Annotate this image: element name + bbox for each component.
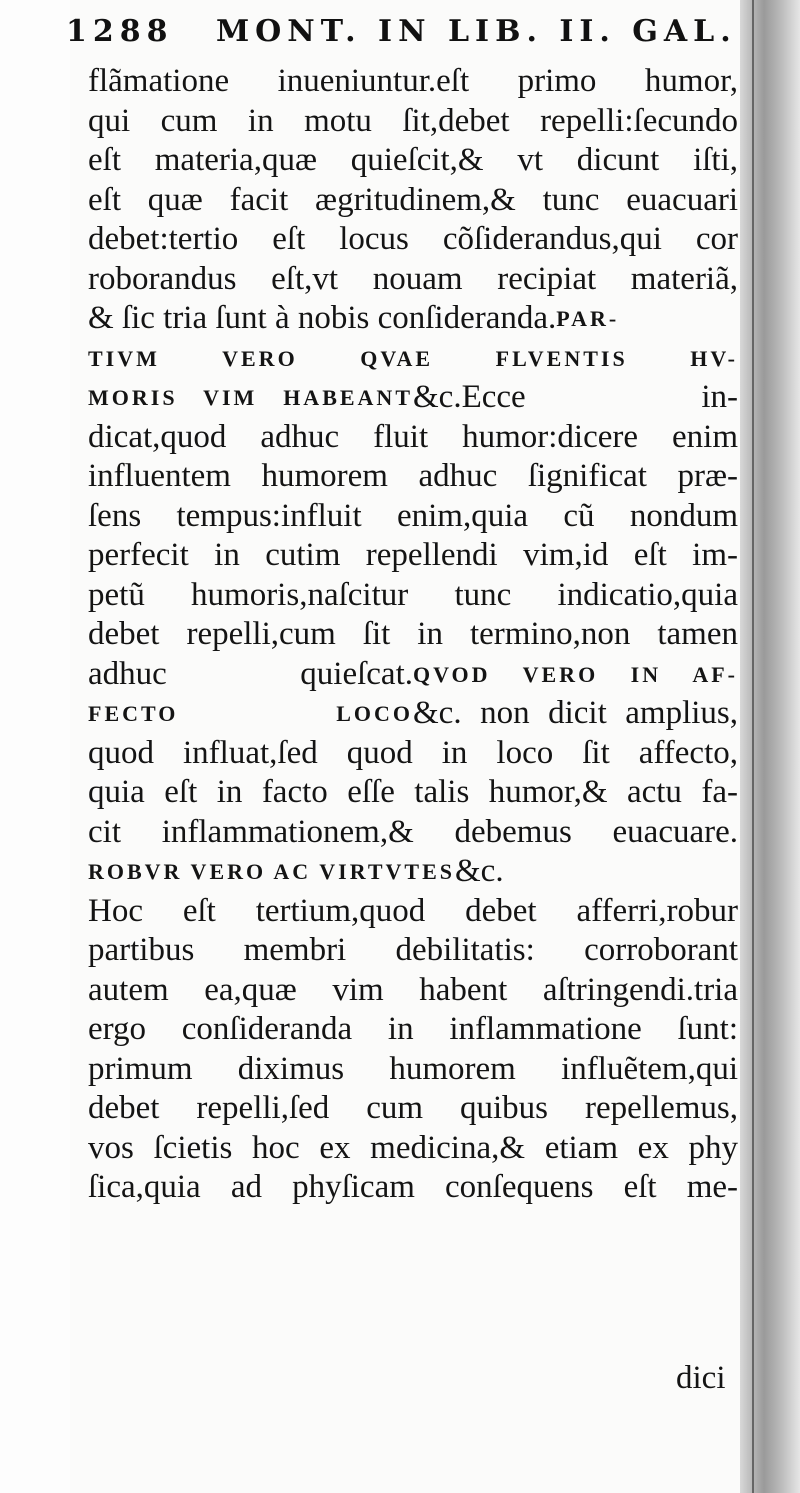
text-line (88, 378, 738, 418)
text-line (88, 576, 738, 616)
text-segment: influentem humorem adhuc ſignificat præ- (88, 458, 738, 494)
text-line (88, 773, 738, 813)
text-line (88, 1129, 738, 1169)
small-caps-lemma: MORIS VIM HABEANT (88, 385, 413, 410)
text-line (88, 813, 738, 853)
text-line (88, 734, 738, 774)
small-caps-lemma: TIVM VERO QVAE FLVENTIS HV- (88, 345, 738, 371)
text-segment: autem ea,quæ vim habent aſtringendi.tria (88, 971, 738, 1008)
text-segment: ſens tempus:influit enim,quia cũ nondum (88, 497, 738, 534)
text-segment: debet repelli,ſed cum quibus repellemus, (88, 1090, 738, 1126)
text-line (88, 1168, 738, 1208)
running-title: MONT. IN LIB. II. GAL. (215, 14, 737, 49)
text-line (88, 694, 738, 734)
text-segment: Hoc eſt tertium,quod debet afferri,robur (88, 892, 738, 929)
text-line (88, 260, 738, 300)
text-line (88, 852, 738, 892)
text-line (88, 971, 738, 1011)
text-segment: perfecit in cutim repellendi vim,id eſt im- (88, 537, 738, 573)
text-segment: roborandus eſt,vt nouam recipiat materiã, (88, 260, 738, 297)
page-number: 1288 (66, 14, 174, 49)
text-line (88, 102, 738, 142)
small-caps-lemma: PAR- (556, 306, 620, 331)
text-line (88, 339, 738, 379)
gutter-edge-line (752, 0, 754, 1493)
text-line (88, 220, 738, 260)
text-line (88, 181, 738, 221)
text-segment: &c. (455, 853, 504, 889)
text-line (88, 62, 738, 102)
text-segment: &c.Ecce in- (413, 379, 738, 415)
body-text (88, 62, 738, 1208)
small-caps-lemma: FECTO LOCO (88, 701, 413, 726)
left-margin (0, 0, 70, 1493)
text-segment: partibus membri debilitatis: corroborant (88, 932, 738, 968)
text-line (88, 497, 738, 537)
text-line (88, 1089, 738, 1129)
text-line (88, 141, 738, 181)
small-caps-lemma: ROBVR VERO AC VIRTVTES (88, 859, 455, 884)
text-line (88, 536, 738, 576)
text-segment: quia eſt in facto eſſe talis humor,& actu fa- (88, 774, 738, 810)
text-segment: vos ſcietis hoc ex medicina,& etiam ex phy (88, 1129, 738, 1166)
text-line (88, 892, 738, 932)
text-line (88, 1010, 738, 1050)
text-segment: & ſic tria ſunt à nobis conſideranda. (88, 300, 557, 336)
text-segment: &c. non dicit amplius, (413, 695, 738, 731)
text-segment: debet:tertio eſt locus cõſiderandus,qui cor (88, 221, 738, 257)
text-segment: flãmatione inueniuntur.eſt primo humor, (88, 63, 738, 99)
text-segment: debet repelli,cum ſit in termino,non tamen (88, 616, 738, 652)
small-caps-lemma: QVOD VERO IN AF- (413, 661, 738, 687)
text-line (88, 655, 738, 695)
text-line (88, 1050, 738, 1090)
text-segment: cit inflammationem,& debemus euacuare. (88, 813, 738, 850)
text-line (88, 931, 738, 971)
book-gutter (740, 0, 800, 1493)
text-segment: dicat,quod adhuc fluit humor:dicere enim (88, 418, 738, 455)
text-segment: adhuc quieſcat. (88, 655, 413, 692)
text-line (88, 457, 738, 497)
catchword: dici (676, 1360, 726, 1396)
text-segment: petũ humoris,naſcitur tunc indicatio,quia (88, 576, 738, 613)
text-segment: qui cum in motu ſit,debet repelli:ſecundo (88, 102, 738, 139)
text-segment: ſica,quia ad phyſicam conſequens eſt me- (88, 1169, 738, 1205)
text-line (88, 299, 738, 339)
text-segment: eſt materia,quæ quieſcit,& vt dicunt iſti, (88, 142, 738, 178)
running-header (66, 14, 746, 49)
text-line (88, 418, 738, 458)
text-line (88, 615, 738, 655)
text-segment: primum diximus humorem influẽtem,qui (88, 1050, 738, 1087)
text-segment: ergo conſideranda in inflammatione ſunt: (88, 1011, 738, 1047)
text-segment: quod influat,ſed quod in loco ſit affecto, (88, 734, 738, 771)
text-segment: eſt quæ facit ægritudinem,& tunc euacuari (88, 181, 738, 218)
